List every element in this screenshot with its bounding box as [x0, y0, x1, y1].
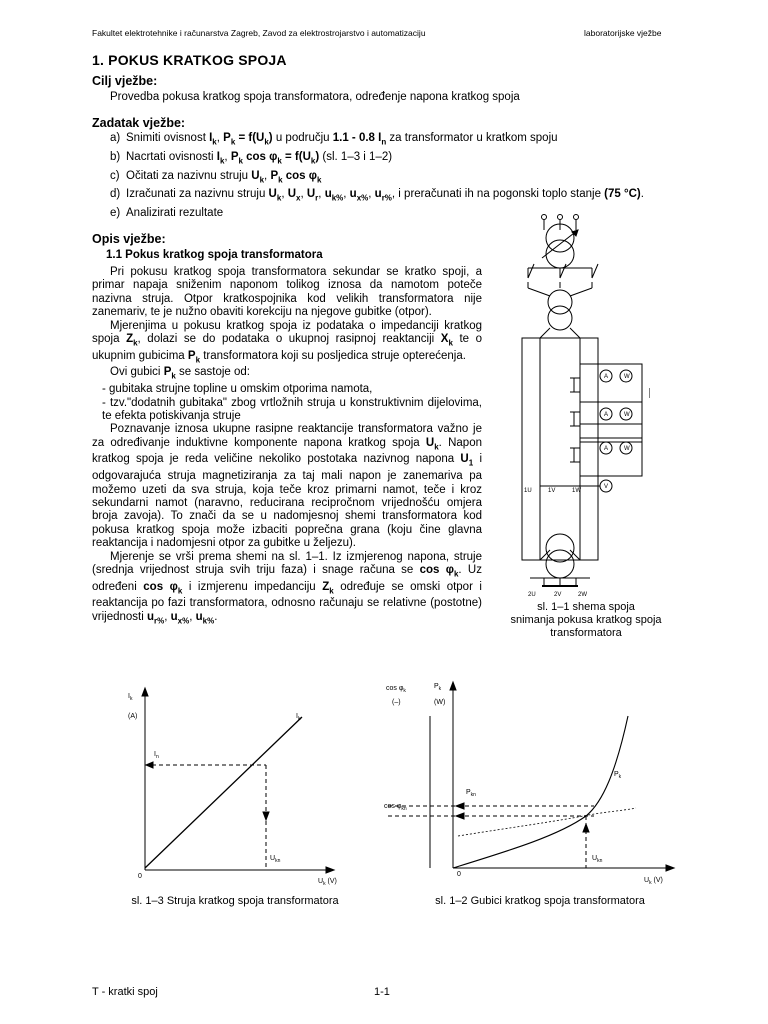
scheme-terminal-1u: 1U: [524, 488, 532, 494]
header-lab-label: laboratorijske vježbe: [584, 28, 662, 38]
section-subheading: 1.1 Pokus kratkog spoja transformatora: [106, 249, 323, 261]
scheme-meter-7: V: [604, 484, 609, 490]
task-item-label: c): [110, 169, 120, 182]
scheme-caption-line-1: sl. 1–1 shema spoja: [537, 601, 635, 613]
fig2-origin: 0: [457, 871, 461, 878]
scheme-meter-1: A: [604, 374, 609, 380]
footer-page-number: 1-1: [374, 986, 390, 998]
figure-1-2-caption: sl. 1–2 Gubici kratkog spoja transformatora: [435, 895, 645, 907]
task-item-text: Očitati za nazivnu struju $U_k$, $P_k$ $\cos \varphi_k$: [126, 169, 322, 184]
scheme-caption-line-2: snimanja pokusa kratkog spoja: [510, 614, 662, 626]
fig2-coskn-label: $\cos \varphi_{kn}$: [384, 803, 407, 812]
task-item-text: Izračunati za nazivnu struju $U_k$, $U_x$, $U_r$, $u_{k\%}$, $u_{x\%}$, $u_{r\%}$, i preračunati ih na pogonski toplo stanje (75 °C).: [126, 188, 644, 203]
task-item-label: a): [110, 132, 121, 144]
task-item: [110, 187, 685, 206]
figure-1-3-caption: sl. 1–3 Struja kratkog spoja transformatora: [131, 895, 339, 907]
description-paragraph: Mjerenjima u pokusu kratkog spoja iz podataka o impedanciji kratkog spoja $Z_k$, dolazi se do podataka o ukupnoj rasipnoj reaktanciji $X_k$ te o ukupnim gubicima $P_k$ transformatora koji su posljedica struje opterećenja.: [92, 319, 483, 365]
fig3-curve-label: $I_k$: [296, 713, 301, 722]
task-item-text: Snimiti ovisnost $I_k$, $P_k = f(U_k)$ u području 1.1 - 0.8 $I_n$ za transformator u kratkom spoju: [126, 132, 558, 147]
header-institution: Fakultet elektrotehnike i računarstva Zagreb, Zavod za elektrostrojarstvo i automatizaciju: [92, 28, 426, 38]
fig2-y-unit-cos: (–): [392, 699, 401, 706]
scheme-meter-6: W: [624, 446, 630, 452]
fig2-pk-curve-label: $P_k$: [614, 771, 622, 780]
description-paragraph: Ovi gubici $P_k$ se sastoje od:: [110, 366, 250, 381]
fig2-x-label: $U_k$ (V): [644, 877, 663, 886]
task-item-label: e): [110, 207, 121, 220]
description-body: [92, 266, 482, 628]
description-paragraph: - gubitaka strujne topline u omskim otporima namota,: [102, 383, 373, 396]
scheme-terminal-2v: 2V: [554, 592, 562, 598]
scheme-terminal-1v: 1V: [548, 488, 556, 494]
task-item: [110, 169, 685, 188]
fig2-ukn-label: $U_{kn}$: [592, 855, 603, 864]
task-item-text: Analizirati rezultate: [126, 207, 224, 220]
figure-short-circuit-losses: [378, 676, 688, 886]
description-paragraph: - tzv."dodatnih gubitaka" zbog vrtložnih struja u konstruktivnim dijelovima, te efekta potiskivanja struje: [102, 396, 482, 422]
fig2-y-label-cos: $\cos \varphi_k$: [386, 685, 406, 694]
scheme-terminal-1w: 1W: [572, 488, 581, 494]
goal-heading: Cilj vježbe:: [92, 74, 158, 88]
scheme-terminal-2u: 2U: [528, 592, 536, 598]
scheme-meter-3: A: [604, 412, 609, 418]
task-item-label: b): [110, 150, 121, 163]
task-heading: Zadatak vježbe:: [92, 116, 186, 130]
footer-left: T - kratki spoj: [92, 986, 158, 998]
fig3-ukn-label: $U_{kn}$: [270, 855, 281, 864]
scheme-caption: [496, 601, 676, 640]
fig2-pkn-label: $P_{kn}$: [466, 789, 476, 798]
fig3-y-unit: (A): [128, 713, 138, 720]
fig3-x-label: $U_k$ (V): [318, 878, 337, 887]
scheme-meter-5: A: [604, 446, 609, 452]
task-item-label: d): [110, 188, 121, 201]
description-paragraph: Poznavanje iznosa ukupne rasipne reaktancije transformatora važno je za određivanje induktivne komponente napona kratkog spoja $U_k$. Napon kratkog spoja je reda veličine nekoliko postotaka nazivnog napona $U_1$ i odgovarajuća struja magnetiziranja za taj mali napon je zanemariva pa možemo uzeti da sva struja, koja teče kroz primarni namot, teče i kroz sekundarni namot (naravno, reducirana recipročnom vrijednošću omjera broja zavoja). To znači da se u nadomjesnoj shemi transformatora kod pokusa kratkog spoja može izbaciti poprečna grana (koju čine glavna reaktancija i nadomjesni otpor za gubitke u željezu).: [92, 423, 483, 550]
description-paragraph: Mjerenje se vrši prema shemi na sl. 1–1. Iz izmjerenog napona, struje (srednja vrijednost struja svih triju faza) i snage računa se $\cos \varphi_k$. Uz određeni $\cos \varphi_k$ i izmjerenu impedanciju $Z_k$ određuje se omski otpor i reaktancija po fazi transformatora, odnosno računaju se relativne (postotne) vrijednosti $u_{r\%}$, $u_{x\%}$, $u_{k\%}$.: [92, 550, 482, 626]
page-title: 1. POKUS KRATKOG SPOJA: [92, 52, 287, 68]
figure-short-circuit-current: [110, 680, 350, 890]
scheme-meter-4: W: [624, 412, 630, 418]
scheme-caption-line-3: transformatora: [550, 627, 622, 639]
task-item: [110, 150, 685, 169]
description-heading: Opis vježbe:: [92, 232, 166, 246]
fig2-y-unit-p: (W): [434, 699, 446, 706]
circuit-scheme: [500, 208, 650, 598]
task-item-text: Nacrtati ovisnosti $I_k$, $P_k$ $\cos \varphi_k = f(U_k)$ (sl. 1–3 i 1–2): [126, 150, 393, 166]
fig3-in-label: $I_n$: [154, 751, 159, 760]
scheme-meter-2: W: [624, 374, 630, 380]
scheme-terminal-2w: 2W: [578, 592, 587, 598]
task-item: [110, 131, 685, 150]
fig3-origin: 0: [138, 873, 142, 880]
fig2-y-label-p: $P_k$: [434, 683, 442, 692]
description-paragraph: Pri pokusu kratkog spoja transformatora sekundar se kratko spoji, a primar napaja sniženim naponom tolikog iznosa da namotom poteče nazivna struja. Otpor kratkospojnika kod velikih transformatora nije zanemariv, te je nužno obaviti korekciju na njegove gubitke (otpor).: [92, 266, 482, 319]
goal-text: Provedba pokusa kratkog spoja transformatora, određenje napona kratkog spoja: [110, 91, 520, 103]
fig3-y-label: $I_k$: [128, 693, 133, 702]
